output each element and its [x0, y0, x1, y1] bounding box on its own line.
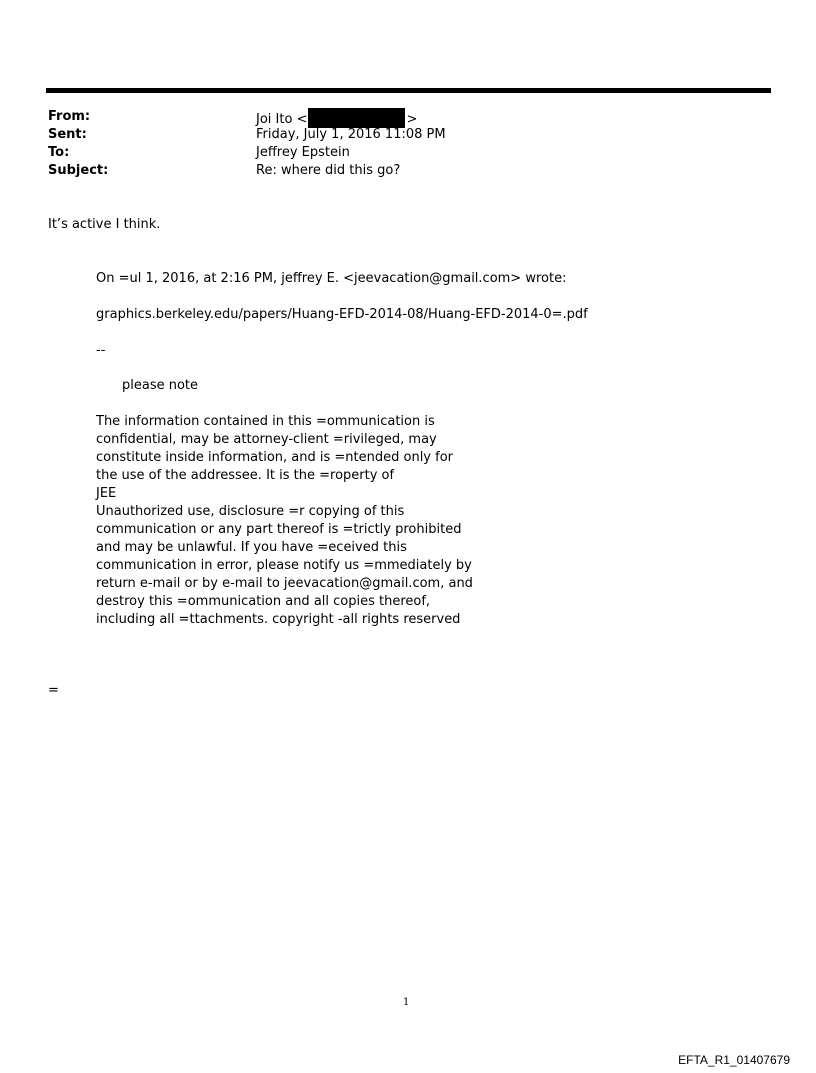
disclaimer-line: The information contained in this =ommunication is — [96, 414, 435, 429]
from-label: From: — [48, 109, 91, 124]
please-note: please note — [122, 378, 199, 393]
trailing-char: = — [48, 683, 59, 698]
bates-number: EFTA_R1_01407679 — [678, 1053, 790, 1067]
disclaimer-line: and may be unlawful. If you have =eceived this — [96, 540, 407, 555]
signature-separator: -- — [96, 343, 106, 358]
quoted-link[interactable]: graphics.berkeley.edu/papers/Huang-EFD-2014-08/Huang-EFD-2014-0=.pdf — [96, 307, 588, 322]
sent-value: Friday, July 1, 2016 11:08 PM — [256, 127, 446, 142]
disclaimer-line: Unauthorized use, disclosure =r copying of this — [96, 504, 405, 519]
to-label: To: — [48, 145, 70, 160]
to-value: Jeffrey Epstein — [256, 145, 350, 160]
from-name: Joi Ito — [256, 112, 293, 127]
disclaimer-line: destroy this =ommunication and all copies thereof, — [96, 594, 431, 609]
subject-value: Re: where did this go? — [256, 163, 401, 178]
header-divider — [46, 88, 771, 93]
quoted-intro: On =ul 1, 2016, at 2:16 PM, jeffrey E. <jeevacation@gmail.com> wrote: — [96, 271, 567, 286]
page-number: 1 — [403, 997, 410, 1008]
disclaimer-line: JEE — [96, 486, 117, 501]
subject-label: Subject: — [48, 163, 109, 178]
disclaimer-line: the use of the addressee. It is the =roperty of — [96, 468, 395, 483]
disclaimer-line: constitute inside information, and is =ntended only for — [96, 450, 454, 465]
from-bracket-open: < — [296, 112, 308, 127]
from-bracket-close: > — [406, 112, 418, 127]
disclaimer-line: return e-mail or by e-mail to jeevacation@gmail.com, and — [96, 576, 473, 591]
disclaimer-line: confidential, may be attorney-client =rivileged, may — [96, 432, 437, 447]
disclaimer-line: including all =ttachments. copyright -all rights reserved — [96, 612, 461, 627]
redaction-block — [308, 108, 405, 128]
disclaimer-line: communication or any part thereof is =trictly prohibited — [96, 522, 462, 537]
sent-label: Sent: — [48, 127, 87, 142]
disclaimer-line: communication in error, please notify us =mmediately by — [96, 558, 472, 573]
reply-text: It’s active I think. — [48, 217, 161, 232]
disclaimer-paragraph — [96, 413, 473, 629]
